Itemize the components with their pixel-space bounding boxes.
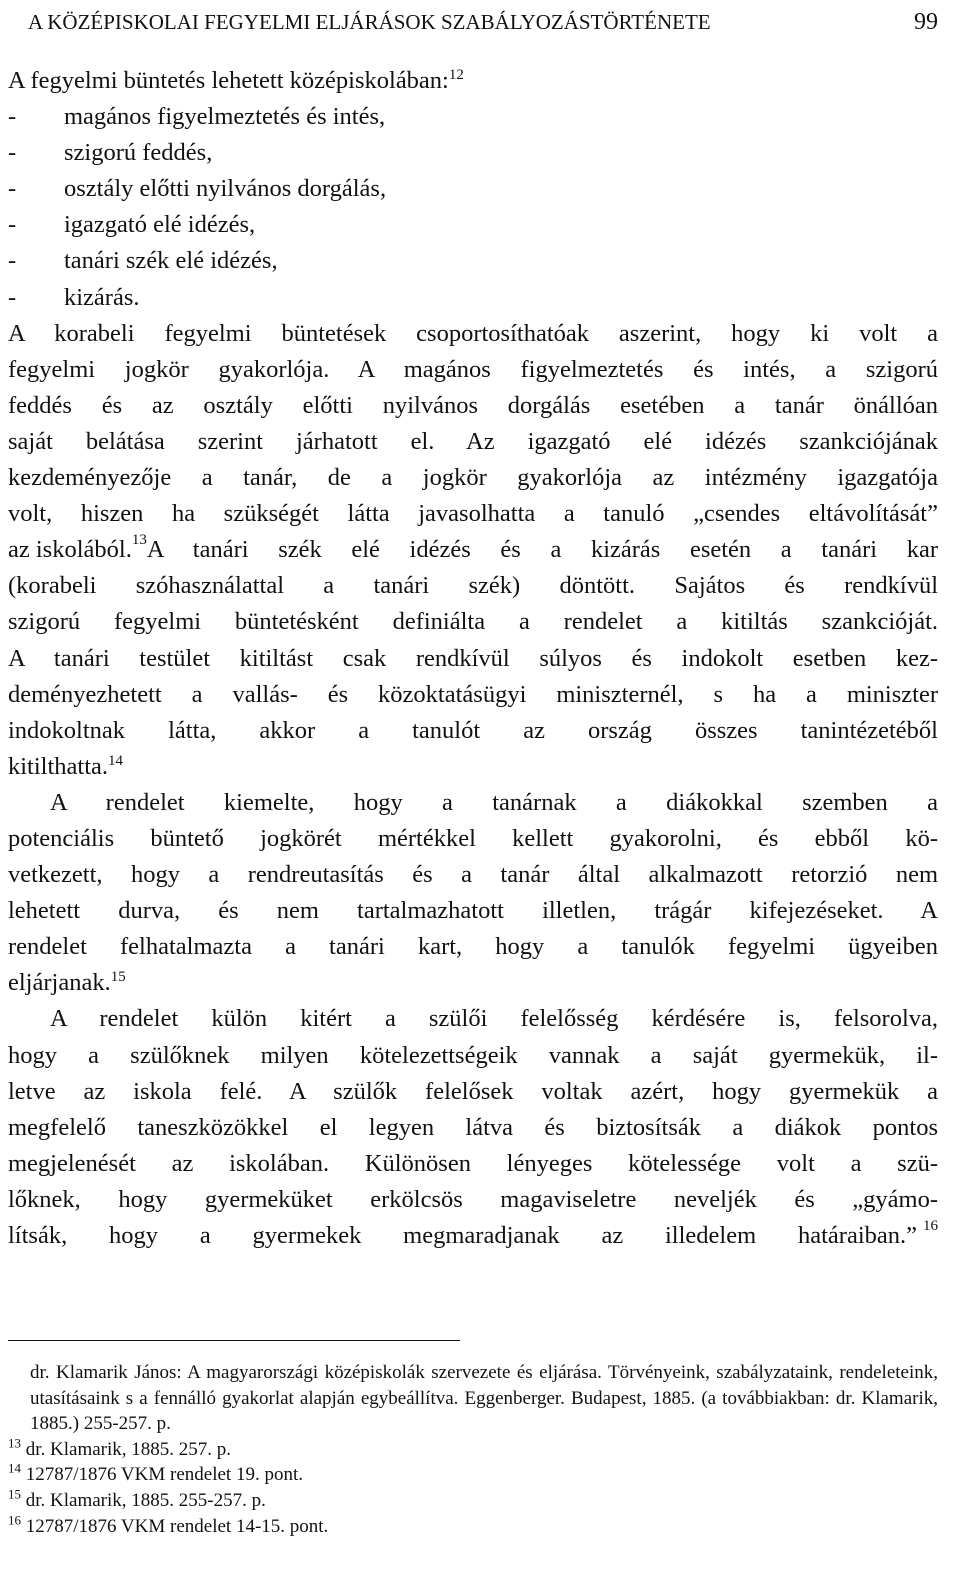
paragraph-2 xyxy=(8,785,938,1002)
page-number: 99 xyxy=(914,8,938,35)
text-line: potenciális büntető jogkörét mértékkel kellett gyakorolni, és ebből kö- xyxy=(8,824,938,852)
text-line: A rendelet külön kitért a szülői felelősség kérdésére is, felsorolva, xyxy=(50,1005,938,1033)
running-title: A KÖZÉPISKOLAI FEGYELMI ELJÁRÁSOK SZABÁLYOZÁSTÖRTÉNETE xyxy=(28,9,711,34)
footnote-13: $^{13}$ dr. Klamarik, 1885. 257. p. xyxy=(8,1435,232,1460)
footnote-separator xyxy=(8,1340,460,1341)
text-line: megjelenését az iskolában. Különösen lényeges kötelessége volt a szü- xyxy=(8,1149,938,1177)
footnote-ref-14[interactable]: 14 xyxy=(108,752,124,769)
text-line: deményezhetett a vallás- és közoktatásügyi miniszternél, s ha a miniszter xyxy=(8,680,938,708)
text-line: vetkezett, hogy a rendreutasítás és a tanár által alkalmazott retorzió nem xyxy=(8,861,938,889)
footnote-ref-12[interactable]: 12 xyxy=(448,66,464,83)
text-line: lítsák, hogy a gyermekek megmaradjanak az illedelem határaiban.” 16 xyxy=(8,1218,938,1254)
text-line: (korabeli szóhasználattal a tanári szék) döntött. Sajátos és rendkívül xyxy=(8,572,938,600)
paragraph-3 xyxy=(8,1001,938,1254)
text-line: saját belátása szerint járhatott el. Az igazgató elé idézés szankciójának xyxy=(8,427,938,455)
text-line: fegyelmi jogkör gyakorlója. A magános figyelmeztetés és intés, a szigorú xyxy=(8,355,938,383)
footnote-ref-15[interactable]: 15 xyxy=(110,969,126,986)
footnote-15: $^{15}$ dr. Klamarik, 1885. 255-257. p. xyxy=(8,1486,266,1511)
list-item: - osztály előtti nyilvános dorgálás, xyxy=(8,175,387,203)
footnote-12: dr. Klamarik János: A magyarországi középiskolák szervezete és eljárása. Törvényeink, szabályzataink, rendeleteink, utasításaink s a fennálló gyakorlat alapján egybeállítva. Eggenberger. Budapest, 1885. (a továbbiakban: dr. Klamarik, 1885.) 255-257. p. xyxy=(30,1362,938,1435)
list-item: - igazgató elé idézés, xyxy=(8,211,256,239)
text-line: rendelet felhatalmazta a tanári kart, hogy a tanulók fegyelmi ügyeiben xyxy=(8,933,938,961)
text-line: az iskolából. 13 A tanári szék elé idézés és a kizárás esetén a tanári kar xyxy=(8,532,938,568)
text-line: indokoltnak látta, akkor a tanulót az ország összes tanintézetéből xyxy=(8,716,938,744)
list-item: - szigorú feddés, xyxy=(8,139,213,167)
text-line: megfelelő taneszközökkel el legyen látva és biztosítsák a diákok pontos xyxy=(8,1113,938,1141)
text-line: kitilthatta.$^{14}$ xyxy=(8,752,124,780)
body-text xyxy=(8,63,938,1254)
text-line: kezdeményezője a tanár, de a jogkör gyakorlója az intézmény igazgatója xyxy=(8,464,938,492)
text-line: volt, hiszen ha szükségét látta javasolhatta a tanuló „csendes eltávolítását” xyxy=(8,500,938,528)
footnote-ref-13[interactable]: 13 xyxy=(131,532,147,549)
footnote-16: $^{16}$ 12787/1876 VKM rendelet 14-15. pont. xyxy=(8,1512,329,1537)
punishment-list xyxy=(8,99,938,316)
footnote-14: $^{14}$ 12787/1876 VKM rendelet 19. pont. xyxy=(8,1461,303,1486)
text-line: eljárjanak.$^{15}$ xyxy=(8,969,126,997)
intro-text: A fegyelmi büntetés lehetett középiskolában: xyxy=(8,67,449,94)
text-line: A tanári testület kitiltást csak rendkívül súlyos és indokolt esetben kez- xyxy=(8,644,938,672)
paragraph-1 xyxy=(8,316,938,785)
list-item: - kizárás. xyxy=(8,283,140,311)
text-line: lőknek, hogy gyermeküket erkölcsös magaviseletre neveljék és „gyámo- xyxy=(8,1185,938,1213)
text-line: A korabeli fegyelmi büntetések csoportosíthatóak aszerint, hogy ki volt a xyxy=(8,319,938,347)
running-header xyxy=(28,4,938,40)
text-line: A rendelet kiemelte, hogy a tanárnak a diákokkal szemben a xyxy=(50,788,938,816)
text-line: feddés és az osztály előtti nyilvános dorgálás esetében a tanár önállóan xyxy=(8,391,938,419)
text-line: szigorú fegyelmi büntetésként definiálta a rendelet a kitiltás szankcióját. xyxy=(8,608,938,636)
footnote-ref-16[interactable]: 16 xyxy=(923,1218,938,1234)
intro-line xyxy=(8,63,938,99)
footnotes xyxy=(8,1360,938,1539)
list-item: - magános figyelmeztetés és intés, xyxy=(8,103,386,131)
text-line: letve az iskola felé. A szülők felelősek voltak azért, hogy gyermekük a xyxy=(8,1077,938,1105)
text-line: lehetett durva, és nem tartalmazhatott illetlen, trágár kifejezéseket. A xyxy=(8,897,938,925)
list-item: - tanári szék elé idézés, xyxy=(8,247,278,275)
text-line: hogy a szülőknek milyen kötelezettségeik vannak a saját gyermekük, il- xyxy=(8,1041,938,1069)
